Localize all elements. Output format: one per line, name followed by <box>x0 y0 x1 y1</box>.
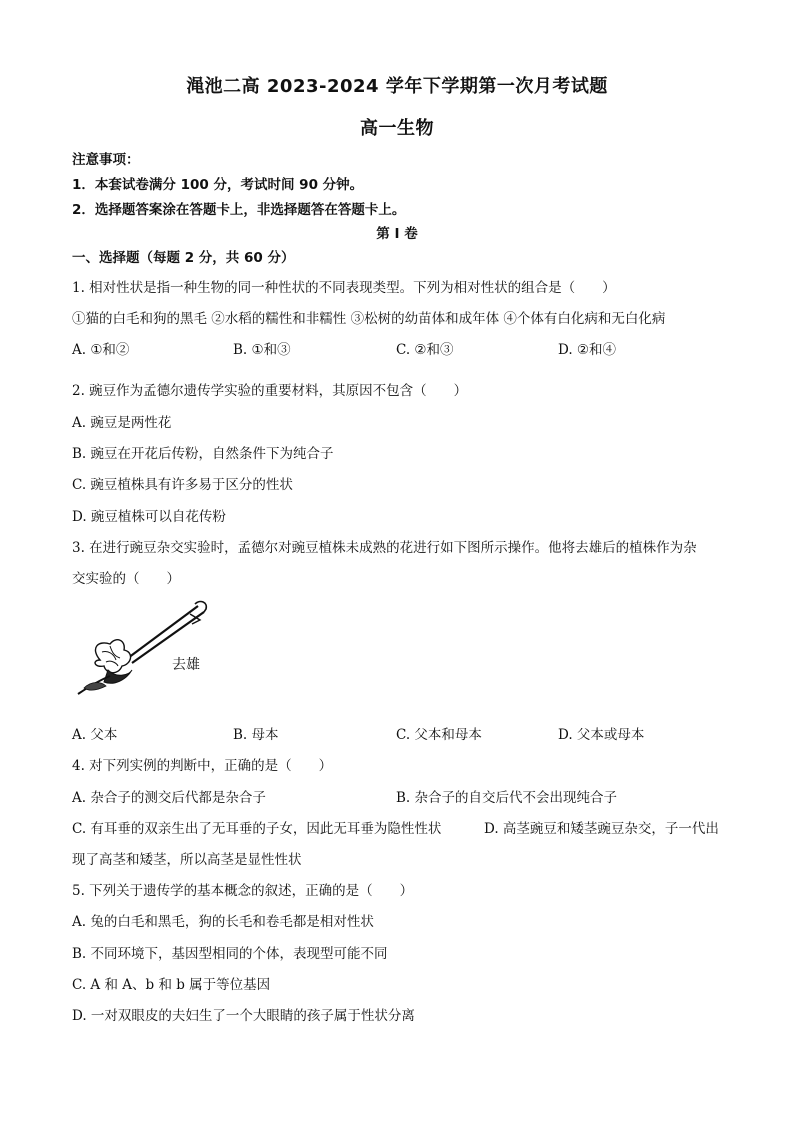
question-1-option-c: C. ②和③ <box>396 342 454 358</box>
exam-title: 渑池二高 2023-2024 学年下学期第一次月考试题 <box>186 76 608 97</box>
figure-label: 去雄 <box>172 657 200 673</box>
tweezers-arm <box>128 606 198 658</box>
question-4-stem: 4. 对下列实例的判断中，正确的是（ ） <box>72 758 333 774</box>
notice-item: 1．本套试卷满分 100 分，考试时间 90 分钟。 <box>72 177 364 193</box>
section-heading: 一、选择题（每题 2 分，共 60 分） <box>72 250 295 266</box>
question-2-stem: 2. 豌豆作为孟德尔遗传学实验的重要材料，其原因不包含（ ） <box>72 383 468 399</box>
question-1-option-a: A. ①和② <box>72 342 130 358</box>
question-3-option-a: A. 父本 <box>72 727 118 743</box>
question-5-stem: 5. 下列关于遗传学的基本概念的叙述，正确的是（ ） <box>72 883 414 899</box>
question-4-option-b: B. 杂合子的自交后代不会出现纯合子 <box>396 790 618 806</box>
question-5-option-c: C. A 和 A、b 和 b 属于等位基因 <box>72 977 271 993</box>
question-2-option-c: C. 豌豆植株具有许多易于区分的性状 <box>72 477 293 493</box>
question-1-stem: 1. 相对性状是指一种生物的同一种性状的不同表现类型。下列为相对性状的组合是（ ） <box>72 280 616 296</box>
question-1-option-d: D. ②和④ <box>558 342 617 358</box>
question-5-option-d: D. 一对双眼皮的夫妇生了一个大眼睛的孩子属于性状分离 <box>72 1008 415 1024</box>
emasculation-figure <box>70 600 220 700</box>
question-1-items: ①猫的白毛和狗的黑毛 ②水稻的糯性和非糯性 ③松树的幼苗体和成年体 ④个体有白化病和无白化病 <box>72 311 666 327</box>
flower-petal <box>95 640 131 673</box>
question-3-option-c: C. 父本和母本 <box>396 727 482 743</box>
question-2-option-b: B. 豌豆在开花后传粉，自然条件下为纯合子 <box>72 446 334 462</box>
question-3-option-b: B. 母本 <box>233 727 279 743</box>
question-4-option-c: C. 有耳垂的双亲生出了无耳垂的子女，因此无耳垂为隐性性状 <box>72 821 442 837</box>
question-4-option-d-continued: 现了高茎和矮茎，所以高茎是显性性状 <box>72 852 302 868</box>
volume-label: 第 I 卷 <box>376 226 418 242</box>
question-2-option-a: A. 豌豆是两性花 <box>72 415 172 431</box>
notice-item: 2．选择题答案涂在答题卡上，非选择题答在答题卡上。 <box>72 202 406 218</box>
flower-leaf <box>84 683 106 691</box>
question-5-option-b: B. 不同环境下，基因型相同的个体，表现型可能不同 <box>72 946 388 962</box>
question-4-option-a: A. 杂合子的测交后代都是杂合子 <box>72 790 266 806</box>
question-3-stem-line2: 交实验的（ ） <box>72 571 180 587</box>
question-2-option-d: D. 豌豆植株可以自花传粉 <box>72 509 226 525</box>
notice-heading: 注意事项： <box>72 152 140 168</box>
subject-title: 高一生物 <box>360 118 434 139</box>
question-4-option-d: D. 高茎豌豆和矮茎豌豆杂交，子一代出 <box>484 821 719 837</box>
question-3-stem-line1: 3. 在进行豌豆杂交实验时，孟德尔对豌豆植株未成熟的花进行如下图所示操作。他将去雄后的植株作为杂 <box>72 540 697 556</box>
question-5-option-a: A. 兔的白毛和黑毛，狗的长毛和卷毛都是相对性状 <box>72 914 374 930</box>
question-3-option-d: D. 父本或母本 <box>558 727 645 743</box>
question-1-option-b: B. ①和③ <box>233 342 291 358</box>
